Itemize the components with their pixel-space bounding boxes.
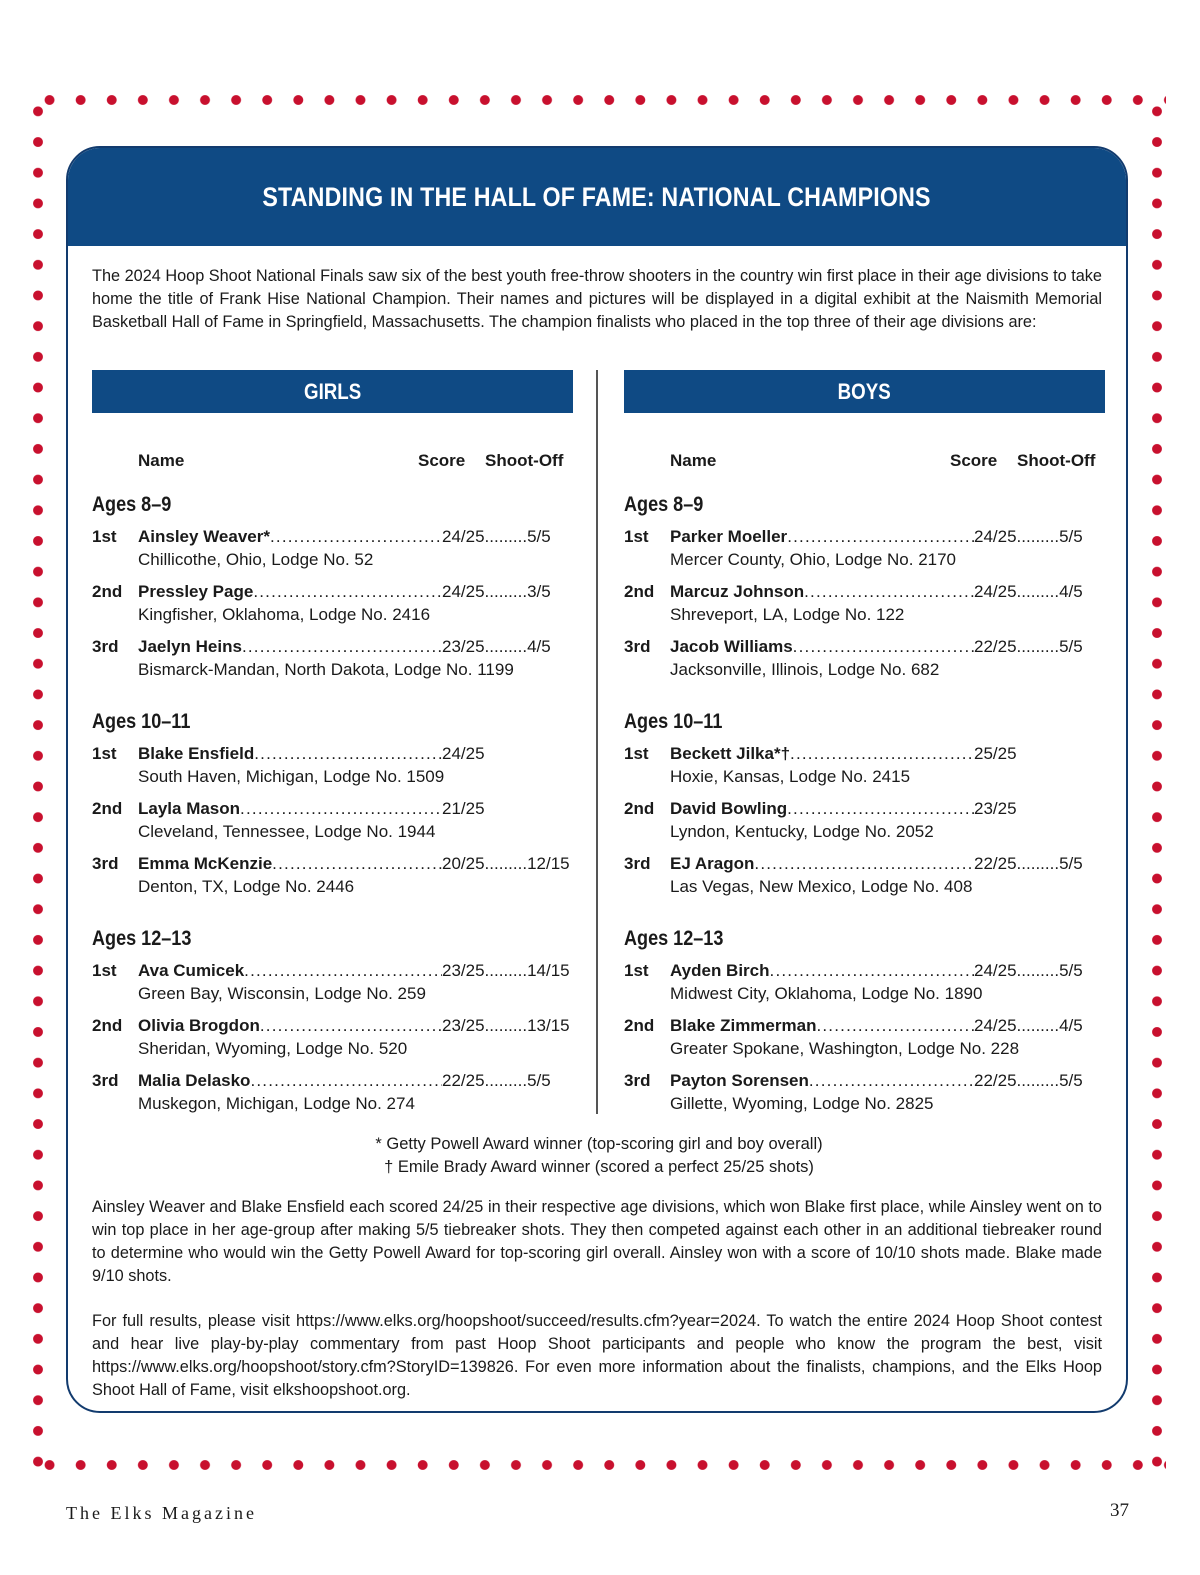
age-group-heading: Ages 8–9 [624, 493, 704, 516]
score-shootoff [442, 582, 563, 602]
score: 24/25 [442, 582, 485, 601]
dotted-border-right [1152, 96, 1162, 1476]
champion-entry [92, 1016, 573, 1071]
dot-leader [272, 854, 442, 874]
dot-leader [793, 637, 974, 657]
name-score-line [138, 1016, 570, 1036]
lodge-location: Gillette, Wyoming, Lodge No. 2825 [670, 1094, 934, 1113]
column-labels [92, 451, 573, 475]
dot-leader [254, 744, 442, 764]
dotted-border-top [34, 95, 1166, 105]
name-score-line [670, 637, 1095, 657]
score-shootoff [442, 854, 570, 874]
score-shootoff [442, 637, 563, 657]
score: 23/25 [442, 961, 485, 980]
score: 24/25 [974, 527, 1017, 546]
champion-entry [624, 744, 1105, 799]
name-score-line [138, 961, 570, 981]
finalist-name: Blake Zimmerman [670, 1016, 817, 1035]
finalist-name: Marcuz Johnson [670, 582, 805, 601]
lodge-location: Lyndon, Kentucky, Lodge No. 2052 [670, 822, 934, 841]
score-shootoff [974, 582, 1095, 602]
name-score-line [138, 637, 563, 657]
score-shootoff [442, 799, 563, 819]
shootoff-leader: ......... [484, 854, 528, 873]
shootoff-leader: ......... [1016, 1071, 1060, 1090]
dot-leader [790, 744, 974, 764]
finalist-name: Olivia Brogdon [138, 1016, 260, 1035]
finalist-name: Beckett Jilka*† [670, 744, 791, 763]
shootoff-leader: ......... [1016, 961, 1060, 980]
finalist-name: EJ Aragon [670, 854, 755, 873]
score: 24/25 [974, 1016, 1017, 1035]
dot-leader [244, 961, 442, 981]
place: 3rd [92, 1071, 119, 1090]
label-score: Score [418, 451, 466, 470]
award-notes [68, 1133, 1128, 1179]
lodge-location: Mercer County, Ohio, Lodge No. 2170 [670, 550, 957, 569]
age-group-entries [624, 527, 1105, 692]
name-score-line [670, 961, 1095, 981]
place: 3rd [624, 637, 651, 656]
score-shootoff [442, 744, 563, 764]
lodge-location: Midwest City, Oklahoma, Lodge No. 1890 [670, 984, 983, 1003]
champion-entry [624, 799, 1105, 854]
dot-leader [754, 854, 974, 874]
label-name: Name [670, 451, 717, 470]
lodge-location: Greater Spokane, Washington, Lodge No. 228 [670, 1039, 1020, 1058]
place: 3rd [92, 637, 119, 656]
shootoff: 3/5 [527, 582, 551, 601]
shootoff: 5/5 [1059, 961, 1083, 980]
shootoff-leader: ......... [1016, 854, 1060, 873]
place: 2nd [92, 799, 123, 818]
score: 24/25 [442, 744, 485, 763]
score: 23/25 [974, 799, 1017, 818]
name-score-line [670, 854, 1095, 874]
finalist-name: Ayden Birch [670, 961, 770, 980]
shootoff: 5/5 [1059, 854, 1083, 873]
finalist-name: Jaelyn Heins [138, 637, 242, 656]
label-shootoff: Shoot-Off [1017, 451, 1096, 470]
age-group-heading: Ages 10–11 [92, 710, 191, 733]
champion-entry [624, 637, 1105, 692]
shootoff: 4/5 [1059, 582, 1083, 601]
dot-leader [250, 1071, 442, 1091]
place: 1st [624, 961, 649, 980]
intro-paragraph: The 2024 Hoop Shoot National Finals saw six of the best youth free-throw shooters in the country win first place in their age divisions to take home the title of Frank Hise National Champion. Their names and pictures will be displayed in a digital exhibit at the Naismith Memorial Basketball Hall of Fame in Springfield, Massachusetts. The champion finalists who placed in the top three of their age divisions are: [92, 267, 1102, 331]
shootoff-leader: ......... [484, 582, 528, 601]
name-score-line [670, 527, 1095, 547]
dot-leader [787, 799, 974, 819]
girls-heading-bar [92, 370, 573, 413]
name-score-line [138, 854, 570, 874]
champion-entry [92, 961, 573, 1016]
place: 3rd [624, 1071, 651, 1090]
place: 2nd [92, 1016, 123, 1035]
score-shootoff [442, 961, 570, 981]
label-score: Score [950, 451, 998, 470]
score: 23/25 [442, 1016, 485, 1035]
finalist-name: Pressley Page [138, 582, 254, 601]
shootoff: 12/15 [527, 854, 570, 873]
champion-entry [624, 582, 1105, 637]
name-score-line [138, 1071, 563, 1091]
finalist-name: Parker Moeller [670, 527, 788, 546]
champion-entry [92, 1071, 573, 1126]
results-paragraph: For full results, please visit https://www.elks.org/hoopshoot/succeed/results.cfm?year=2024. To watch the entire 2024 Hoop Shoot contest and hear live play-by-play commentary from past Hoop Shoot participants and people who know the program the best, visit https://www.elks.org/hoopshoot/story.cfm?StoryID=139826. For even more information about the finalists, champions, and the Elks Hoop Shoot Hall of Fame, visit elkshoopshoot.org. [92, 1312, 1102, 1399]
magazine-name: The Elks Magazine [66, 1503, 257, 1523]
column-labels [624, 451, 1105, 475]
champion-entry [624, 1016, 1105, 1071]
champion-entry [92, 854, 573, 909]
column-divider [596, 370, 598, 1114]
dot-leader [270, 527, 442, 547]
lodge-location: Shreveport, LA, Lodge No. 122 [670, 605, 905, 624]
page-number: 37 [1110, 1500, 1129, 1521]
score: 21/25 [442, 799, 485, 818]
shootoff: 4/5 [1059, 1016, 1083, 1035]
lodge-location: Kingfisher, Oklahoma, Lodge No. 2416 [138, 605, 431, 624]
score: 24/25 [974, 961, 1017, 980]
dot-leader [809, 1071, 974, 1091]
place: 3rd [92, 854, 119, 873]
age-group-entries [624, 744, 1105, 909]
champion-entry [92, 527, 573, 582]
dotted-border-bottom [34, 1460, 1166, 1470]
age-group-heading: Ages 12–13 [624, 927, 724, 950]
lodge-location: Las Vegas, New Mexico, Lodge No. 408 [670, 877, 973, 896]
dot-leader [787, 527, 974, 547]
shootoff-leader: ......... [1016, 582, 1060, 601]
name-score-line [670, 1071, 1095, 1091]
shootoff-leader: ......... [484, 961, 528, 980]
score-shootoff [974, 527, 1095, 547]
score: 25/25 [974, 744, 1017, 763]
boys-column [624, 370, 1105, 1126]
shootoff: 4/5 [527, 637, 551, 656]
score-shootoff [442, 1016, 570, 1036]
score: 22/25 [974, 854, 1017, 873]
champions-panel [66, 146, 1128, 1413]
shootoff: 5/5 [1059, 637, 1083, 656]
shootoff: 14/15 [527, 961, 570, 980]
finalist-name: Ava Cumicek [138, 961, 245, 980]
shootoff: 5/5 [1059, 527, 1083, 546]
label-shootoff: Shoot-Off [485, 451, 564, 470]
score-shootoff [442, 527, 563, 547]
champion-entry [624, 961, 1105, 1016]
place: 2nd [624, 582, 655, 601]
shootoff-leader: ......... [484, 527, 528, 546]
age-group-entries [92, 961, 573, 1126]
name-score-line [670, 1016, 1095, 1036]
label-name: Name [138, 451, 185, 470]
place: 1st [92, 961, 117, 980]
girls-column [92, 370, 573, 1126]
dot-leader [816, 1016, 974, 1036]
score-shootoff [974, 1016, 1095, 1036]
name-score-line [138, 799, 563, 819]
dot-leader [260, 1016, 442, 1036]
score-shootoff [442, 1071, 563, 1091]
dot-leader [242, 637, 442, 657]
dotted-border-left [33, 96, 43, 1476]
score: 24/25 [442, 527, 485, 546]
shootoff: 13/15 [527, 1016, 570, 1035]
place: 1st [624, 744, 649, 763]
age-group-entries [624, 961, 1105, 1126]
champion-entry [92, 744, 573, 799]
note-emile-brady: † Emile Brady Award winner (scored a perfect 25/25 shots) [384, 1158, 814, 1176]
score: 23/25 [442, 637, 485, 656]
champion-entry [624, 854, 1105, 909]
lodge-location: Denton, TX, Lodge No. 2446 [138, 877, 355, 896]
score-shootoff [974, 799, 1095, 819]
finalist-name: Malia Delasko [138, 1071, 251, 1090]
score-shootoff [974, 637, 1095, 657]
shootoff-leader: ......... [1016, 1016, 1060, 1035]
lodge-location: Hoxie, Kansas, Lodge No. 2415 [670, 767, 911, 786]
score-shootoff [974, 854, 1095, 874]
place: 3rd [624, 854, 651, 873]
dot-leader [253, 582, 442, 602]
champion-entry [92, 799, 573, 854]
shootoff: 5/5 [1059, 1071, 1083, 1090]
boys-heading-bar [624, 370, 1105, 413]
shootoff: 5/5 [527, 1071, 551, 1090]
finalist-name: Layla Mason [138, 799, 241, 818]
score: 20/25 [442, 854, 485, 873]
place: 2nd [624, 1016, 655, 1035]
age-group-heading: Ages 12–13 [92, 927, 192, 950]
dot-leader [240, 799, 442, 819]
score-shootoff [974, 961, 1095, 981]
shootoff-leader: ......... [1016, 527, 1060, 546]
age-group-entries [92, 744, 573, 909]
score: 22/25 [974, 1071, 1017, 1090]
score-shootoff [974, 744, 1095, 764]
dot-leader [804, 582, 974, 602]
shootoff-leader: ......... [484, 1016, 528, 1035]
dot-leader [770, 961, 974, 981]
name-score-line [138, 527, 563, 547]
champion-entry [624, 1071, 1105, 1126]
score: 22/25 [442, 1071, 485, 1090]
finalist-name: Ainsley Weaver* [138, 527, 270, 546]
girls-heading: GIRLS [303, 378, 362, 404]
age-group-heading: Ages 8–9 [92, 493, 172, 516]
tiebreaker-paragraph: Ainsley Weaver and Blake Ensfield each scored 24/25 in their respective age divisions, which won Blake first place, while Ainsley went on to win top place in her age-group after making 5/5 tiebreaker shots. They then competed against each other in an additional tiebreaker round to determine who would win the Getty Powell Award for top-scoring girl overall. Ainsley won with a score of 10/10 shots made. Blake made 9/10 shots. [92, 1198, 1102, 1285]
lodge-location: Bismarck-Mandan, North Dakota, Lodge No. 1199 [138, 660, 514, 679]
place: 1st [92, 527, 117, 546]
name-score-line [138, 582, 563, 602]
lodge-location: Muskegon, Michigan, Lodge No. 274 [138, 1094, 415, 1113]
finalist-name: Blake Ensfield [138, 744, 255, 763]
shootoff-leader: ......... [1016, 637, 1060, 656]
lodge-location: Jacksonville, Illinois, Lodge No. 682 [670, 660, 940, 679]
lodge-location: Cleveland, Tennessee, Lodge No. 1944 [138, 822, 436, 841]
name-score-line [670, 582, 1095, 602]
score: 22/25 [974, 637, 1017, 656]
shootoff: 5/5 [527, 527, 551, 546]
finalist-name: Payton Sorensen [670, 1071, 809, 1090]
champion-entry [624, 527, 1105, 582]
age-group-heading: Ages 10–11 [624, 710, 723, 733]
lodge-location: Sheridan, Wyoming, Lodge No. 520 [138, 1039, 408, 1058]
place: 2nd [624, 799, 655, 818]
note-getty-powell: * Getty Powell Award winner (top-scoring girl and boy overall) [375, 1135, 823, 1153]
finalist-name: Emma McKenzie [138, 854, 273, 873]
lodge-location: Green Bay, Wisconsin, Lodge No. 259 [138, 984, 426, 1003]
name-score-line [138, 744, 563, 764]
age-group-entries [92, 527, 573, 692]
finalist-name: David Bowling [670, 799, 788, 818]
name-score-line [670, 744, 1095, 764]
score: 24/25 [974, 582, 1017, 601]
lodge-location: South Haven, Michigan, Lodge No. 1509 [138, 767, 445, 786]
champion-entry [92, 582, 573, 637]
place: 1st [92, 744, 117, 763]
place: 2nd [92, 582, 123, 601]
finalist-name: Jacob Williams [670, 637, 793, 656]
shootoff-leader: ......... [484, 637, 528, 656]
lodge-location: Chillicothe, Ohio, Lodge No. 52 [138, 550, 374, 569]
place: 1st [624, 527, 649, 546]
boys-heading: BOYS [837, 378, 891, 404]
panel-header [68, 148, 1126, 246]
champion-entry [92, 637, 573, 692]
shootoff-leader: ......... [484, 1071, 528, 1090]
name-score-line [670, 799, 1095, 819]
page-title: STANDING IN THE HALL OF FAME: NATIONAL CHAMPIONS [262, 181, 932, 212]
score-shootoff [974, 1071, 1095, 1091]
